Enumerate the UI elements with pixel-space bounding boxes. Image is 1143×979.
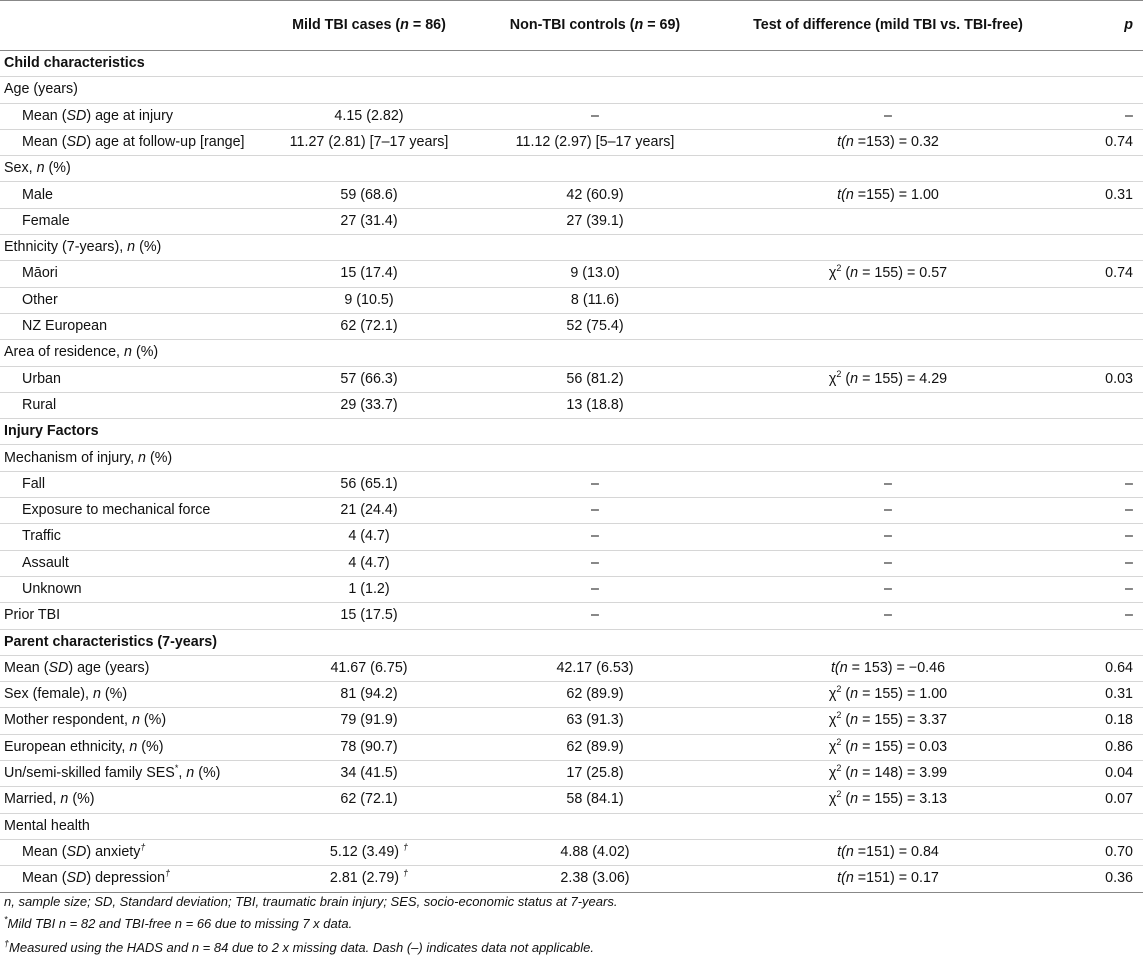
cell-mild: 79 (91.9) — [268, 708, 470, 734]
cell-mild: 56 (65.1) — [268, 471, 470, 497]
cell-test: t(n = 153) = −0.46 — [720, 655, 1056, 681]
header-row — [0, 1, 1143, 51]
table-row — [0, 498, 1143, 524]
row-label: Exposure to mechanical force — [0, 498, 268, 524]
cell-control: 56 (81.2) — [470, 366, 720, 392]
cell-p: – — [1056, 550, 1143, 576]
cell-p: 0.74 — [1056, 129, 1143, 155]
header-empty — [0, 1, 268, 51]
table-row — [0, 261, 1143, 287]
cell-control: – — [470, 471, 720, 497]
header-test: Test of difference (mild TBI vs. TBI-free) — [720, 1, 1056, 51]
cell-mild: 21 (24.4) — [268, 498, 470, 524]
table-row — [0, 340, 1143, 366]
table-row — [0, 734, 1143, 760]
table-row — [0, 313, 1143, 339]
cell-p: 0.64 — [1056, 655, 1143, 681]
cell-p: 0.36 — [1056, 866, 1143, 892]
cell-control: – — [470, 103, 720, 129]
cell-control: 17 (25.8) — [470, 761, 720, 787]
row-label: Female — [0, 208, 268, 234]
row-label: Unknown — [0, 576, 268, 602]
table-row — [0, 287, 1143, 313]
cell-mild: 5.12 (3.49) † — [268, 839, 470, 865]
cell-control: 62 (89.9) — [470, 734, 720, 760]
cell-mild: 81 (94.2) — [268, 682, 470, 708]
header-mild-tbi: Mild TBI cases (n = 86) — [268, 1, 470, 51]
cell-control: 27 (39.1) — [470, 208, 720, 234]
cell-control: 42.17 (6.53) — [470, 655, 720, 681]
cell-control: 13 (18.8) — [470, 392, 720, 418]
table-row — [0, 208, 1143, 234]
cell-p: – — [1056, 524, 1143, 550]
cell-test — [720, 287, 1056, 313]
table-row — [0, 708, 1143, 734]
cell-test: $\chi^2$ (n = 155) = 3.13 — [720, 787, 1056, 813]
section-label: Injury Factors — [0, 419, 1143, 445]
cell-test: – — [720, 550, 1056, 576]
row-label: Traffic — [0, 524, 268, 550]
cell-control: 58 (84.1) — [470, 787, 720, 813]
footnote-missing: *Mild TBI n = 82 and TBI-free n = 66 due to missing 7 x data. — [4, 914, 353, 931]
cell-mild: 1 (1.2) — [268, 576, 470, 602]
row-label: Mean (SD) age at follow-up [range] — [0, 129, 268, 155]
table-row — [0, 761, 1143, 787]
row-label: Age (years) — [0, 77, 1143, 103]
table-row — [0, 550, 1143, 576]
row-label: Male — [0, 182, 268, 208]
cell-p: 0.07 — [1056, 787, 1143, 813]
cell-p: 0.86 — [1056, 734, 1143, 760]
cell-control: 2.38 (3.06) — [470, 866, 720, 892]
row-label: Mean (SD) age at injury — [0, 103, 268, 129]
cell-test — [720, 208, 1056, 234]
cell-test: – — [720, 103, 1056, 129]
cell-control: 63 (91.3) — [470, 708, 720, 734]
cell-mild: 62 (72.1) — [268, 313, 470, 339]
cell-test: $\chi^2$ (n = 155) = 1.00 — [720, 682, 1056, 708]
footnote-hads: †Measured using the HADS and n = 84 due to 2 x missing data. Dash (–) indicates data not applicable. — [4, 938, 595, 955]
row-label: Prior TBI — [0, 603, 268, 629]
cell-test: – — [720, 603, 1056, 629]
cell-p — [1056, 313, 1143, 339]
cell-mild: 9 (10.5) — [268, 287, 470, 313]
cell-mild: 59 (68.6) — [268, 182, 470, 208]
table-row — [0, 655, 1143, 681]
cell-test — [720, 392, 1056, 418]
cell-test: t(n =151) = 0.84 — [720, 839, 1056, 865]
row-label: Mechanism of injury, n (%) — [0, 445, 1143, 471]
table-row — [0, 366, 1143, 392]
cell-control: – — [470, 524, 720, 550]
cell-mild: 4 (4.7) — [268, 524, 470, 550]
cell-control: 9 (13.0) — [470, 261, 720, 287]
cell-test: $\chi^2$ (n = 155) = 0.03 — [720, 734, 1056, 760]
section-row — [0, 629, 1143, 655]
row-label: Māori — [0, 261, 268, 287]
table-row — [0, 603, 1143, 629]
cell-p: 0.03 — [1056, 366, 1143, 392]
table-row — [0, 813, 1143, 839]
cell-p: 0.74 — [1056, 261, 1143, 287]
cell-p: – — [1056, 576, 1143, 602]
section-row — [0, 419, 1143, 445]
row-label: European ethnicity, n (%) — [0, 734, 268, 760]
table-row — [0, 524, 1143, 550]
cell-mild: 15 (17.4) — [268, 261, 470, 287]
row-label: Mental health — [0, 813, 1143, 839]
cell-test: $\chi^2$ (n = 148) = 3.99 — [720, 761, 1056, 787]
section-row — [0, 51, 1143, 77]
row-label: Other — [0, 287, 268, 313]
cell-control: 8 (11.6) — [470, 287, 720, 313]
row-label: Mean (SD) age (years) — [0, 655, 268, 681]
cell-p: – — [1056, 471, 1143, 497]
cell-test: $\chi^2$ (n = 155) = 0.57 — [720, 261, 1056, 287]
cell-test: $\chi^2$ (n = 155) = 3.37 — [720, 708, 1056, 734]
cell-mild: 4.15 (2.82) — [268, 103, 470, 129]
header-p: p — [1056, 1, 1143, 51]
table-row — [0, 235, 1143, 261]
cell-mild: 27 (31.4) — [268, 208, 470, 234]
row-label: NZ European — [0, 313, 268, 339]
cell-p: 0.31 — [1056, 182, 1143, 208]
table-row — [0, 156, 1143, 182]
cell-mild: 29 (33.7) — [268, 392, 470, 418]
cell-test: t(n =155) = 1.00 — [720, 182, 1056, 208]
cell-control: – — [470, 550, 720, 576]
table-row — [0, 129, 1143, 155]
cell-mild: 62 (72.1) — [268, 787, 470, 813]
cell-control: – — [470, 603, 720, 629]
cell-mild: 15 (17.5) — [268, 603, 470, 629]
row-label: Ethnicity (7-years), n (%) — [0, 235, 1143, 261]
cell-mild: 11.27 (2.81) [7–17 years] — [268, 129, 470, 155]
cell-p: 0.18 — [1056, 708, 1143, 734]
cell-control: 4.88 (4.02) — [470, 839, 720, 865]
table-row — [0, 103, 1143, 129]
cell-test: – — [720, 471, 1056, 497]
header-non-tbi: Non-TBI controls (n = 69) — [470, 1, 720, 51]
table-row — [0, 182, 1143, 208]
cell-control: – — [470, 576, 720, 602]
row-label: Fall — [0, 471, 268, 497]
row-label: Married, n (%) — [0, 787, 268, 813]
cell-test: – — [720, 498, 1056, 524]
cell-test: t(n =153) = 0.32 — [720, 129, 1056, 155]
cell-control: 11.12 (2.97) [5–17 years] — [470, 129, 720, 155]
section-label: Child characteristics — [0, 51, 1143, 77]
row-label: Rural — [0, 392, 268, 418]
table-row — [0, 839, 1143, 865]
table-row — [0, 471, 1143, 497]
cell-p: 0.70 — [1056, 839, 1143, 865]
cell-mild: 34 (41.5) — [268, 761, 470, 787]
row-label: Mother respondent, n (%) — [0, 708, 268, 734]
table-row — [0, 682, 1143, 708]
table-row — [0, 866, 1143, 892]
row-label: Mean (SD) depression† — [0, 866, 268, 892]
cell-mild: 4 (4.7) — [268, 550, 470, 576]
cell-mild: 2.81 (2.79) † — [268, 866, 470, 892]
row-label: Un/semi-skilled family SES*, n (%) — [0, 761, 268, 787]
cell-mild: 78 (90.7) — [268, 734, 470, 760]
row-label: Mean (SD) anxiety† — [0, 839, 268, 865]
cell-control: 42 (60.9) — [470, 182, 720, 208]
cell-test: t(n =151) = 0.17 — [720, 866, 1056, 892]
cell-p: 0.04 — [1056, 761, 1143, 787]
cell-p: – — [1056, 103, 1143, 129]
cell-test: $\chi^2$ (n = 155) = 4.29 — [720, 366, 1056, 392]
row-label: Sex (female), n (%) — [0, 682, 268, 708]
cell-p — [1056, 208, 1143, 234]
table-row — [0, 576, 1143, 602]
cell-test — [720, 313, 1056, 339]
cell-control: 62 (89.9) — [470, 682, 720, 708]
table-row — [0, 392, 1143, 418]
footnote-abbreviations: n, sample size; SD, Standard deviation; TBI, traumatic brain injury; SES, socio-economic status at 7-years. — [4, 894, 618, 909]
section-label: Parent characteristics (7-years) — [0, 629, 1143, 655]
cell-mild: 57 (66.3) — [268, 366, 470, 392]
cell-p: – — [1056, 498, 1143, 524]
cell-control: – — [470, 498, 720, 524]
row-label: Assault — [0, 550, 268, 576]
cell-control: 52 (75.4) — [470, 313, 720, 339]
cell-p: 0.31 — [1056, 682, 1143, 708]
cell-p — [1056, 392, 1143, 418]
row-label: Area of residence, n (%) — [0, 340, 1143, 366]
cell-test: – — [720, 524, 1056, 550]
row-label: Sex, n (%) — [0, 156, 1143, 182]
table-row — [0, 77, 1143, 103]
table-row — [0, 445, 1143, 471]
row-label: Urban — [0, 366, 268, 392]
cell-test: – — [720, 576, 1056, 602]
table-row — [0, 787, 1143, 813]
cell-mild: 41.67 (6.75) — [268, 655, 470, 681]
cell-p: – — [1056, 603, 1143, 629]
cell-p — [1056, 287, 1143, 313]
